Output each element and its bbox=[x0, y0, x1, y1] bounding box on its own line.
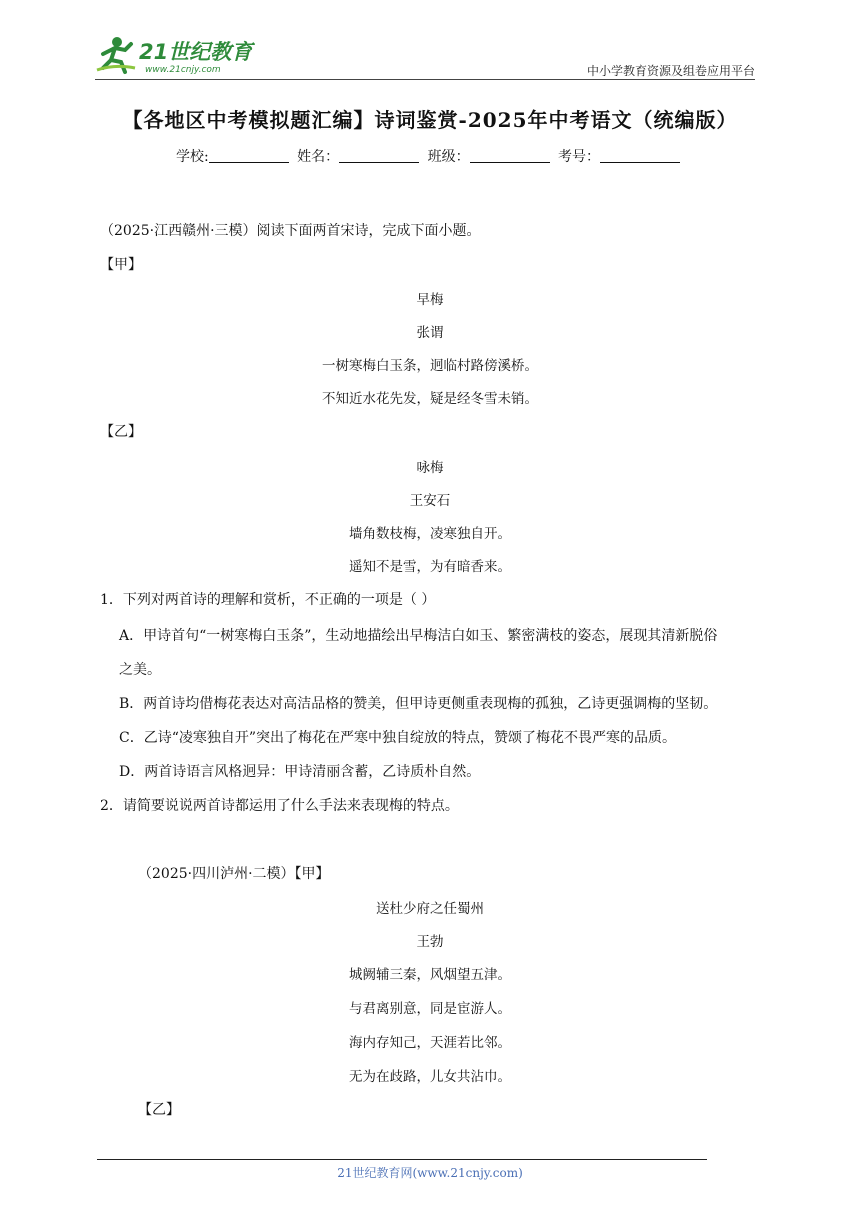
exam-no-field[interactable] bbox=[600, 148, 680, 163]
poem3-line: 海内存知己，天涯若比邻。 bbox=[349, 1035, 511, 1051]
page-header bbox=[95, 34, 755, 82]
logo bbox=[95, 34, 255, 76]
footer-divider bbox=[97, 1159, 707, 1160]
school-label: 学校: bbox=[175, 149, 209, 165]
poem2-author: 王安石 bbox=[409, 493, 451, 509]
option-a-cont: 之美。 bbox=[119, 662, 161, 678]
option-c: C．乙诗“凌寒独自开”突出了梅花在严寒中独自绽放的特点，赞颂了梅花不畏严寒的品质。 bbox=[119, 730, 677, 746]
exam-no-label: 考号： bbox=[558, 149, 601, 165]
poem3-line: 城阙辅三秦，风烟望五津。 bbox=[349, 967, 511, 983]
footer-link[interactable]: 21世纪教育网(www.21cnjy.com) bbox=[337, 1166, 523, 1180]
class-field[interactable] bbox=[470, 148, 550, 163]
jia-label: 【甲】 bbox=[100, 257, 142, 273]
platform-name: 中小学教育资源及组卷应用平台 bbox=[586, 64, 755, 78]
poem1-author: 张谓 bbox=[416, 325, 444, 341]
section1-intro: （2025·江西赣州·三模）阅读下面两首宋诗，完成下面小题。 bbox=[100, 223, 481, 239]
poem1-line: 一树寒梅白玉条，迥临村路傍溪桥。 bbox=[322, 358, 538, 374]
poem3-author: 王勃 bbox=[416, 934, 444, 950]
poem2-title: 咏梅 bbox=[416, 460, 444, 476]
section2-intro: （2025·四川泸州·二模）【甲】 bbox=[138, 866, 330, 882]
poem2-line: 墙角数枝梅，凌寒独自开。 bbox=[349, 526, 511, 542]
class-label: 班级： bbox=[427, 149, 470, 165]
student-info bbox=[0, 146, 860, 166]
option-b: B．两首诗均借梅花表达对高洁品格的赞美，但甲诗更侧重表现梅的孤独，乙诗更强调梅的坚韧。 bbox=[119, 696, 718, 712]
name-label: 姓名： bbox=[297, 149, 340, 165]
logo-text: 21世纪教育 bbox=[139, 40, 253, 64]
poem1-title: 早梅 bbox=[416, 292, 444, 308]
runner-icon bbox=[97, 37, 135, 72]
question-2-stem: 2．请简要说说两首诗都运用了什么手法来表现梅的特点。 bbox=[100, 798, 459, 814]
yi-label: 【乙】 bbox=[100, 424, 142, 440]
question-1-stem: 1．下列对两首诗的理解和赏析，不正确的一项是（ ） bbox=[100, 592, 436, 608]
option-d: D．两首诗语言风格迥异：甲诗清丽含蓄，乙诗质朴自然。 bbox=[119, 764, 481, 780]
poem3-title: 送杜少府之任蜀州 bbox=[376, 901, 484, 917]
poem2-line: 遥知不是雪，为有暗香来。 bbox=[349, 559, 511, 575]
poem3-line: 与君离别意，同是宦游人。 bbox=[349, 1001, 511, 1017]
poem3-line: 无为在歧路，儿女共沾巾。 bbox=[349, 1069, 511, 1085]
logo-url: www.21cnjy.com bbox=[145, 65, 221, 75]
poem1-line: 不知近水花先发，疑是经冬雪未销。 bbox=[322, 391, 538, 407]
header-divider bbox=[95, 79, 755, 80]
school-field[interactable] bbox=[209, 148, 289, 163]
section2-yi-label: 【乙】 bbox=[138, 1102, 180, 1118]
name-field[interactable] bbox=[339, 148, 419, 163]
page-title: 【各地区中考模拟题汇编】诗词鉴赏-2025年中考语文（统编版） bbox=[122, 108, 738, 132]
option-a: A．甲诗首句“一树寒梅白玉条”，生动地描绘出早梅洁白如玉、繁密满枝的姿态，展现其清新脱俗 bbox=[119, 628, 718, 644]
